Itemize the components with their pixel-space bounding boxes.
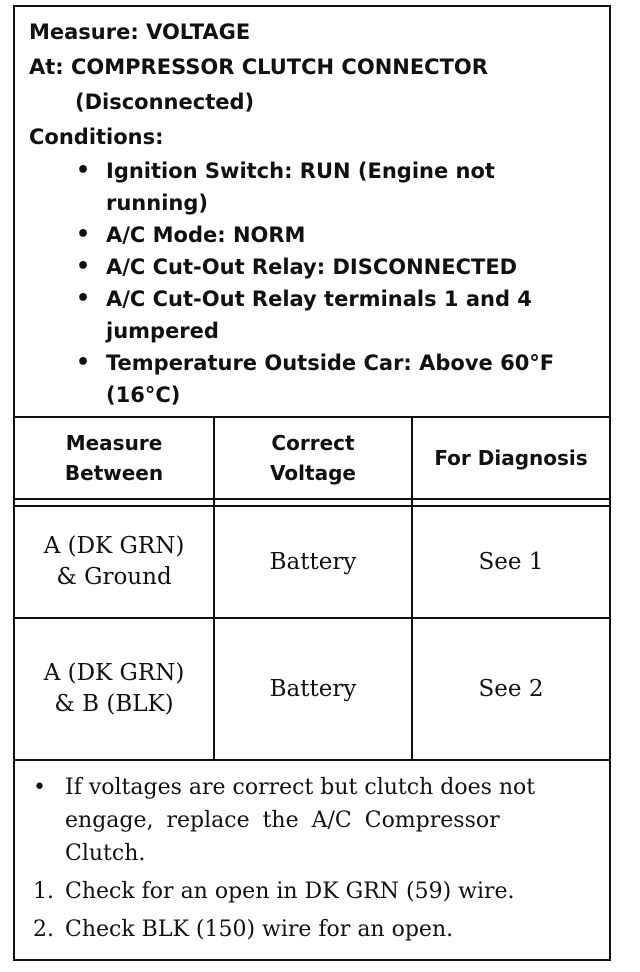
note-line: Check for an open in DK GRN (59) wire. bbox=[65, 879, 515, 904]
condition-item bbox=[76, 347, 609, 411]
note-line: engage, replace the A/C Compressor bbox=[65, 808, 500, 833]
bullet-icon: • bbox=[76, 350, 91, 375]
note-number: 2. bbox=[33, 917, 54, 942]
procedure-header bbox=[15, 7, 609, 418]
table-cell-diagnosis: See 2 bbox=[478, 675, 544, 702]
cell-line: A (DK GRN) bbox=[43, 533, 185, 559]
header-line: For Diagnosis bbox=[434, 446, 588, 470]
column-header-measure-between bbox=[15, 418, 213, 498]
note-item bbox=[29, 771, 595, 870]
cell-line: A (DK GRN) bbox=[43, 660, 185, 686]
cell-line: & B (BLK) bbox=[54, 691, 174, 717]
bullet-icon: • bbox=[33, 775, 46, 800]
column-header-for-diagnosis bbox=[413, 418, 609, 498]
condition-text: A/C Mode: NORM bbox=[106, 223, 306, 247]
header-line: Voltage bbox=[270, 461, 356, 485]
condition-item bbox=[76, 155, 609, 219]
header-line: Measure bbox=[65, 431, 163, 455]
location-note: (Disconnected) bbox=[75, 90, 255, 114]
condition-text: A/C Cut-Out Relay: DISCONNECTED bbox=[106, 255, 518, 279]
table-cell-voltage: Battery bbox=[269, 675, 357, 702]
measure-title: Measure: VOLTAGE bbox=[29, 20, 251, 44]
note-item bbox=[29, 913, 595, 946]
header-line: Correct bbox=[271, 431, 355, 455]
header-rule bbox=[15, 498, 609, 500]
condition-text: Temperature Outside Car: Above 60°F bbox=[106, 351, 555, 375]
condition-text-cont: jumpered bbox=[106, 319, 219, 343]
table-cell-between bbox=[15, 619, 213, 759]
conditions-label: Conditions: bbox=[29, 125, 164, 149]
bullet-icon: • bbox=[76, 222, 91, 247]
diagnostic-procedure-box bbox=[13, 5, 611, 961]
bullet-icon: • bbox=[76, 158, 91, 183]
condition-text: A/C Cut-Out Relay terminals 1 and 4 bbox=[106, 287, 532, 311]
condition-item bbox=[76, 219, 609, 251]
condition-text-cont: running) bbox=[106, 191, 208, 215]
note-line: If voltages are correct but clutch does not bbox=[65, 775, 536, 800]
measurement-table bbox=[15, 418, 609, 761]
header-line: Between bbox=[64, 461, 164, 485]
diagnosis-notes bbox=[15, 761, 609, 961]
note-line: Clutch. bbox=[65, 841, 146, 866]
column-header-correct-voltage bbox=[215, 418, 411, 498]
conditions-list bbox=[29, 155, 609, 411]
cell-line: & Ground bbox=[56, 564, 172, 590]
condition-text: Ignition Switch: RUN (Engine not bbox=[106, 159, 495, 183]
note-item bbox=[29, 875, 595, 908]
measure-location: At: COMPRESSOR CLUTCH CONNECTOR bbox=[29, 55, 488, 79]
condition-item bbox=[76, 251, 609, 283]
table-cell-voltage: Battery bbox=[269, 548, 357, 575]
bullet-icon: • bbox=[76, 286, 91, 311]
condition-text-cont: (16°C) bbox=[106, 383, 181, 407]
bullet-icon: • bbox=[76, 254, 91, 279]
table-cell-between bbox=[15, 507, 213, 617]
note-line: Check BLK (150) wire for an open. bbox=[65, 917, 454, 942]
note-number: 1. bbox=[33, 879, 54, 904]
table-cell-diagnosis: See 1 bbox=[478, 548, 544, 575]
condition-item bbox=[76, 283, 609, 347]
